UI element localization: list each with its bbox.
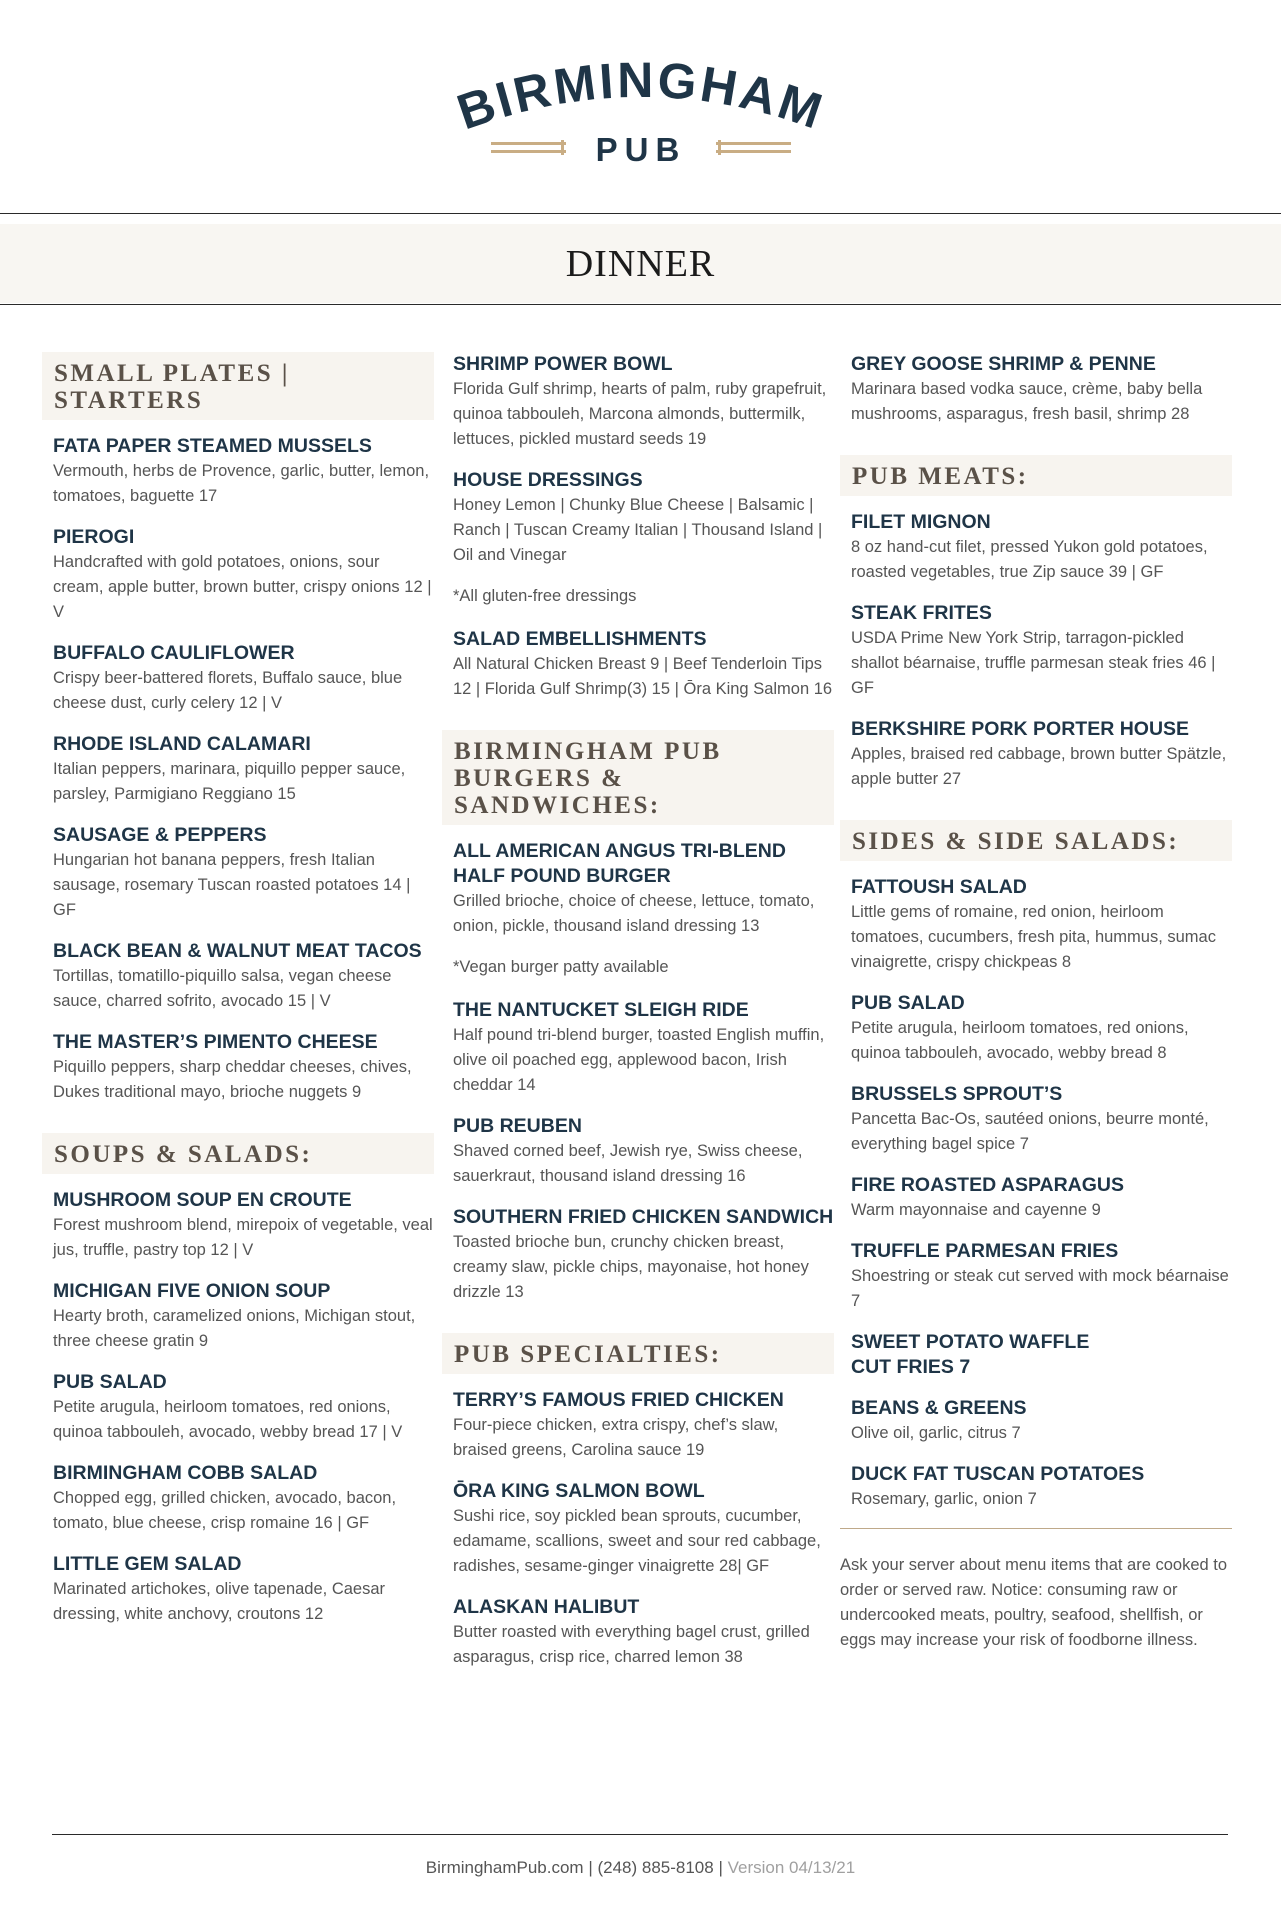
item-description: Apples, braised red cabbage, brown butter Spätzle, apple butter 27 xyxy=(851,745,1227,788)
menu-column-2 xyxy=(442,352,834,1686)
item-description: Grilled brioche, choice of cheese, lettuce, tomato, onion, pickle, thousand island dressing 13 xyxy=(453,892,815,935)
item-name: PUB SALAD xyxy=(53,1371,167,1393)
item-name: SALAD EMBELLISHMENTS xyxy=(453,628,707,650)
menu-item xyxy=(840,1173,1232,1223)
item-name: BLACK BEAN & WALNUT MEAT TACOS xyxy=(53,940,422,962)
item-description: Chopped egg, grilled chicken, avocado, bacon, tomato, blue cheese, crisp romaine 16 | GF xyxy=(53,1489,397,1532)
menu-item xyxy=(442,468,834,568)
menu-item xyxy=(442,1114,834,1189)
item-description: Petite arugula, heirloom tomatoes, red onions, quinoa tabbouleh, avocado, webby bread 17 | V xyxy=(53,1398,403,1441)
menu-item xyxy=(42,1461,434,1536)
menu-item xyxy=(442,839,834,939)
item-description: Rosemary, garlic, onion 7 xyxy=(851,1490,1037,1508)
item-description: Florida Gulf shrimp, hearts of palm, ruby grapefruit, quinoa tabbouleh, Marcona almonds, buttermilk, lettuces, pickled mustard seeds 19 xyxy=(453,380,827,448)
menu-item xyxy=(42,641,434,716)
section-title-specialties: PUB SPECIALTIES: xyxy=(442,1333,834,1374)
item-description: Marinated artichokes, olive tapenade, Caesar dressing, white anchovy, croutons 12 xyxy=(53,1580,386,1623)
menu-item xyxy=(840,1239,1232,1314)
footer-separator: | xyxy=(588,1858,598,1877)
item-name: GREY GOOSE SHRIMP & PENNE xyxy=(851,353,1156,375)
header-rule-top xyxy=(0,213,1281,214)
item-description: Pancetta Bac-Os, sautéed onions, beurre monté, everything bagel spice 7 xyxy=(851,1110,1209,1153)
item-description: Piquillo peppers, sharp cheddar cheeses, chives, Dukes traditional mayo, brioche nuggets 9 xyxy=(53,1058,412,1101)
item-name: HOUSE DRESSINGS xyxy=(453,469,643,491)
item-name: BEANS & GREENS xyxy=(851,1397,1027,1419)
menu-item xyxy=(442,627,834,702)
item-description: Crispy beer-battered florets, Buffalo sauce, blue cheese dust, curly celery 12 | V xyxy=(53,669,403,712)
menu-item xyxy=(42,1279,434,1354)
menu-item xyxy=(442,352,834,452)
section-title-pub-meats: PUB MEATS: xyxy=(840,455,1232,496)
item-description: All Natural Chicken Breast 9 | Beef Tenderloin Tips 12 | Florida Gulf Shrimp(3) 15 | Ōra King Salmon 16 xyxy=(453,655,833,698)
dressings-note: *All gluten-free dressings xyxy=(453,587,637,605)
menu-item xyxy=(442,998,834,1098)
item-description: Italian peppers, marinara, piquillo pepper sauce, parsley, Parmigiano Reggiano 15 xyxy=(53,760,406,803)
item-name: FATTOUSH SALAD xyxy=(851,876,1027,898)
item-name: ŌRA KING SALMON BOWL xyxy=(453,1480,705,1502)
sides-list xyxy=(840,875,1232,1512)
item-name: BIRMINGHAM COBB SALAD xyxy=(53,1462,318,1484)
item-description: Olive oil, garlic, citrus 7 xyxy=(851,1424,1021,1442)
menu-item xyxy=(840,1330,1232,1380)
item-description: Sushi rice, soy pickled bean sprouts, cucumber, edamame, scallions, sweet and sour red cabbage, radishes, sesame-ginger vinaigrette 28| GF xyxy=(453,1507,821,1575)
footer-website-link[interactable]: BirminghamPub.com xyxy=(425,1858,584,1877)
item-name: FILET MIGNON xyxy=(851,511,991,533)
menu-item xyxy=(442,1479,834,1579)
item-description: Shoestring or steak cut served with mock béarnaise 7 xyxy=(851,1267,1229,1310)
item-name: BRUSSELS SPROUT’S xyxy=(851,1083,1063,1105)
menu-item xyxy=(442,1595,834,1670)
specialties-list xyxy=(442,1388,834,1670)
item-name: SHRIMP POWER BOWL xyxy=(453,353,673,375)
section-title-soups-salads: SOUPS & SALADS: xyxy=(42,1133,434,1174)
menu-title-band xyxy=(0,224,1281,303)
footer-version: Version 04/13/21 xyxy=(727,1858,856,1877)
item-description: Handcrafted with gold potatoes, onions, sour cream, apple butter, brown butter, crispy onions 12 | V xyxy=(53,553,432,621)
menu-item xyxy=(42,434,434,509)
brand-logo-mark xyxy=(421,60,861,170)
item-name: PUB SALAD xyxy=(851,992,965,1014)
menu-column-3 xyxy=(840,352,1232,1653)
item-description: Vermouth, herbs de Provence, garlic, butter, lemon, tomatoes, baguette 17 xyxy=(53,462,430,505)
menu-item xyxy=(840,510,1232,585)
menu-item xyxy=(42,732,434,807)
item-description: Hearty broth, caramelized onions, Michigan stout, three cheese gratin 9 xyxy=(53,1307,416,1350)
menu-column-1 xyxy=(42,352,434,1643)
menu-title: DINNER xyxy=(565,242,716,285)
item-description: Petite arugula, heirloom tomatoes, red onions, quinoa tabbouleh, avocado, webby bread 8 xyxy=(851,1019,1189,1062)
menu-item xyxy=(840,875,1232,975)
item-description: Hungarian hot banana peppers, fresh Italian sausage, rosemary Tuscan roasted potatoes 14 | GF xyxy=(53,851,411,919)
menu-item xyxy=(840,717,1232,792)
disclaimer-divider xyxy=(840,1528,1232,1529)
item-name: ALL AMERICAN ANGUS TRI-BLEND HALF POUND BURGER xyxy=(453,840,786,887)
section-title-sides: SIDES & SIDE SALADS: xyxy=(840,820,1232,861)
brand-logo xyxy=(0,60,1281,180)
item-name: THE NANTUCKET SLEIGH RIDE xyxy=(453,999,749,1021)
item-description: Butter roasted with everything bagel crust, grilled asparagus, crisp rice, charred lemon 38 xyxy=(453,1623,810,1666)
footer xyxy=(0,1858,1281,1878)
menu-item xyxy=(840,352,1232,427)
menu-item xyxy=(42,1370,434,1445)
salads-continued-list xyxy=(442,352,834,702)
item-description: Toasted brioche bun, crunchy chicken breast, creamy slaw, pickle chips, mayonaise, hot honey drizzle 13 xyxy=(453,1233,809,1301)
section-title-burgers: BIRMINGHAM PUB BURGERS & SANDWICHES: xyxy=(442,730,834,825)
menu-item xyxy=(840,1396,1232,1446)
item-name: MICHIGAN FIVE ONION SOUP xyxy=(53,1280,331,1302)
item-name: BUFFALO CAULIFLOWER xyxy=(53,642,295,664)
item-name: TRUFFLE PARMESAN FRIES xyxy=(851,1240,1119,1262)
section-title-small-plates: SMALL PLATES | STARTERS xyxy=(42,352,434,420)
footer-rule xyxy=(52,1834,1228,1835)
header-rule-bottom xyxy=(0,304,1281,305)
menu-item xyxy=(42,939,434,1014)
svg-text:BIRMINGHAM xyxy=(450,60,831,140)
menu-item xyxy=(840,601,1232,701)
item-description: Half pound tri-blend burger, toasted English muffin, olive oil poached egg, applewood bacon, Irish cheddar 14 xyxy=(453,1026,825,1094)
menu-item xyxy=(442,1388,834,1463)
small-plates-list xyxy=(42,434,434,1105)
item-description: 8 oz hand-cut filet, pressed Yukon gold potatoes, roasted vegetables, true Zip sauce 39 | GF xyxy=(851,538,1208,581)
item-description: Forest mushroom blend, mirepoix of vegetable, veal jus, truffle, pastry top 12 | V xyxy=(53,1216,433,1259)
food-safety-disclaimer: Ask your server about menu items that are cooked to order or served raw. Notice: consuming raw or undercooked meats, poultry, seafood, shellfish, or eggs may increase your risk of foodborne illness. xyxy=(840,1556,1228,1649)
item-name: STEAK FRITES xyxy=(851,602,992,624)
menu-item xyxy=(840,1082,1232,1157)
item-name: ALASKAN HALIBUT xyxy=(453,1596,640,1618)
item-description: USDA Prime New York Strip, tarragon-pickled shallot béarnaise, truffle parmesan steak fries 46 | GF xyxy=(851,629,1216,697)
footer-separator: | xyxy=(718,1858,728,1877)
item-name: TERRY’S FAMOUS FRIED CHICKEN xyxy=(453,1389,784,1411)
item-name: DUCK FAT TUSCAN POTATOES xyxy=(851,1463,1145,1485)
soups-salads-list xyxy=(42,1188,434,1627)
brand-name-top: BIRMINGHAM xyxy=(449,60,832,141)
item-name: SWEET POTATO WAFFLE CUT FRIES 7 xyxy=(851,1331,1090,1378)
menu-item xyxy=(42,1188,434,1263)
item-name: THE MASTER’S PIMENTO CHEESE xyxy=(53,1031,378,1053)
item-name: SAUSAGE & PEPPERS xyxy=(53,824,267,846)
item-description: Tortillas, tomatillo-piquillo salsa, vegan cheese sauce, charred sofrito, avocado 15 | V xyxy=(53,967,392,1010)
menu-item xyxy=(42,823,434,923)
menu-item xyxy=(42,525,434,625)
specialties-continued-list xyxy=(840,352,1232,427)
item-description: Four-piece chicken, extra crispy, chef’s slaw, braised greens, Carolina sauce 19 xyxy=(453,1416,779,1459)
item-description: Honey Lemon | Chunky Blue Cheese | Balsamic | Ranch | Tuscan Creamy Italian | Thousand Island | Oil and Vinegar xyxy=(453,496,823,564)
vegan-patty-note: *Vegan burger patty available xyxy=(453,958,669,976)
item-description: Little gems of romaine, red onion, heirloom tomatoes, cucumbers, fresh pita, hummus, sumac vinaigrette, crispy chickpeas 8 xyxy=(851,903,1216,971)
menu-item xyxy=(840,1462,1232,1512)
menu-item xyxy=(42,1030,434,1105)
item-description: Warm mayonnaise and cayenne 9 xyxy=(851,1201,1101,1219)
item-name: SOUTHERN FRIED CHICKEN SANDWICH xyxy=(453,1206,834,1228)
menu-item xyxy=(42,1552,434,1627)
item-name: LITTLE GEM SALAD xyxy=(53,1553,242,1575)
item-name: BERKSHIRE PORK PORTER HOUSE xyxy=(851,718,1190,740)
item-name: FATA PAPER STEAMED MUSSELS xyxy=(53,435,372,457)
menu-item xyxy=(442,1205,834,1305)
burgers-list xyxy=(442,839,834,1305)
item-description: Marinara based vodka sauce, crème, baby bella mushrooms, asparagus, fresh basil, shrimp 28 xyxy=(851,380,1203,423)
item-description: Shaved corned beef, Jewish rye, Swiss cheese, sauerkraut, thousand island dressing 16 xyxy=(453,1142,803,1185)
item-name: MUSHROOM SOUP EN CROUTE xyxy=(53,1189,352,1211)
menu-item xyxy=(840,991,1232,1066)
brand-name-bottom: PUB xyxy=(595,131,686,168)
item-name: RHODE ISLAND CALAMARI xyxy=(53,733,311,755)
item-name: PIEROGI xyxy=(53,526,135,548)
item-name: PUB REUBEN xyxy=(453,1115,582,1137)
footer-phone[interactable]: (248) 885-8108 xyxy=(597,1858,714,1877)
pub-meats-list xyxy=(840,510,1232,792)
item-name: FIRE ROASTED ASPARAGUS xyxy=(851,1174,1125,1196)
